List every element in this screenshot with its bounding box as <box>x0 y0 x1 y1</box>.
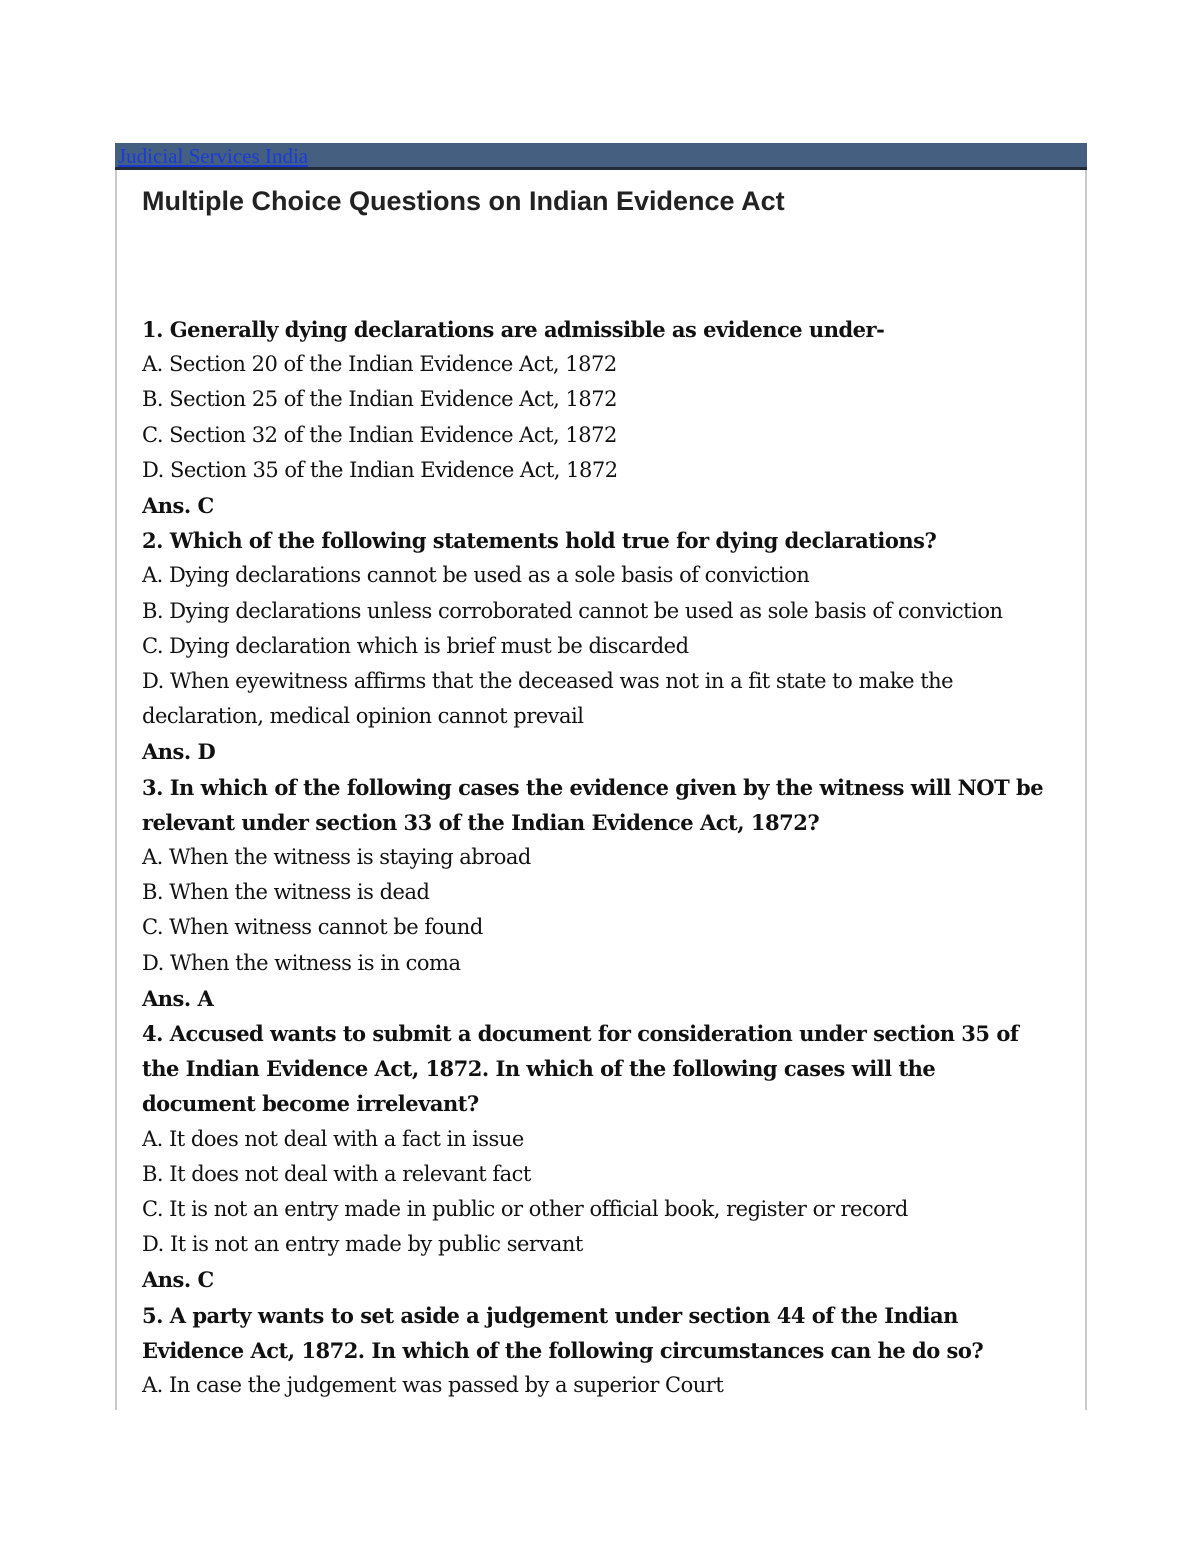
site-link[interactable]: Judicial Services India <box>118 144 309 168</box>
answer-option: B. When the witness is dead <box>142 880 430 905</box>
answer-option: D. When the witness is in coma <box>142 950 461 975</box>
answer-option: A. In case the judgement was passed by a superior Court <box>142 1373 724 1398</box>
answer-option: C. Section 32 of the Indian Evidence Act, 1872 <box>142 422 617 447</box>
question-text: 5. A party wants to set aside a judgement under section 44 of the Indian Evidence Act, 1872. In which of the following circumstances can he do so? <box>142 1302 984 1363</box>
answer-option: A. Section 20 of the Indian Evidence Act, 1872 <box>142 352 617 377</box>
question-text: 4. Accused wants to submit a document for consideration under section 35 of the Indian Evidence Act, 1872. In which of the following cases will the document become irrelevant? <box>142 1021 1019 1117</box>
answer-option: A. Dying declarations cannot be used as a sole basis of conviction <box>142 563 810 588</box>
page-title: Multiple Choice Questions on Indian Evidence Act <box>142 186 785 216</box>
answer-key: Ans. D <box>142 739 216 765</box>
answer-option: C. When witness cannot be found <box>142 915 483 940</box>
answer-key: Ans. C <box>142 493 214 519</box>
answer-option: C. It is not an entry made in public or other official book, register or record <box>142 1197 908 1222</box>
answer-option: A. It does not deal with a fact in issue <box>142 1126 524 1151</box>
question-list <box>142 312 1077 1403</box>
answer-option: B. It does not deal with a relevant fact <box>142 1161 531 1186</box>
answer-option: B. Dying declarations unless corroborated cannot be used as sole basis of conviction <box>142 598 1003 623</box>
answer-option: A. When the witness is staying abroad <box>142 845 531 870</box>
answer-option: D. Section 35 of the Indian Evidence Act, 1872 <box>142 457 618 482</box>
answer-key: Ans. C <box>142 1267 214 1293</box>
answer-option: D. It is not an entry made by public servant <box>142 1232 583 1257</box>
answer-option: D. When eyewitness affirms that the deceased was not in a fit state to make the declaration, medical opinion cannot prevail <box>142 669 954 729</box>
answer-key: Ans. A <box>142 985 214 1011</box>
answer-option: C. Dying declaration which is brief must be discarded <box>142 633 689 658</box>
question-text: 2. Which of the following statements hold true for dying declarations? <box>142 528 937 554</box>
header-bar <box>115 143 1087 170</box>
question-text: 3. In which of the following cases the evidence given by the witness will NOT be relevant under section 33 of the Indian Evidence Act, 1872? <box>142 774 1044 835</box>
answer-option: B. Section 25 of the Indian Evidence Act, 1872 <box>142 387 617 412</box>
question-text: 1. Generally dying declarations are admissible as evidence under- <box>142 317 885 342</box>
